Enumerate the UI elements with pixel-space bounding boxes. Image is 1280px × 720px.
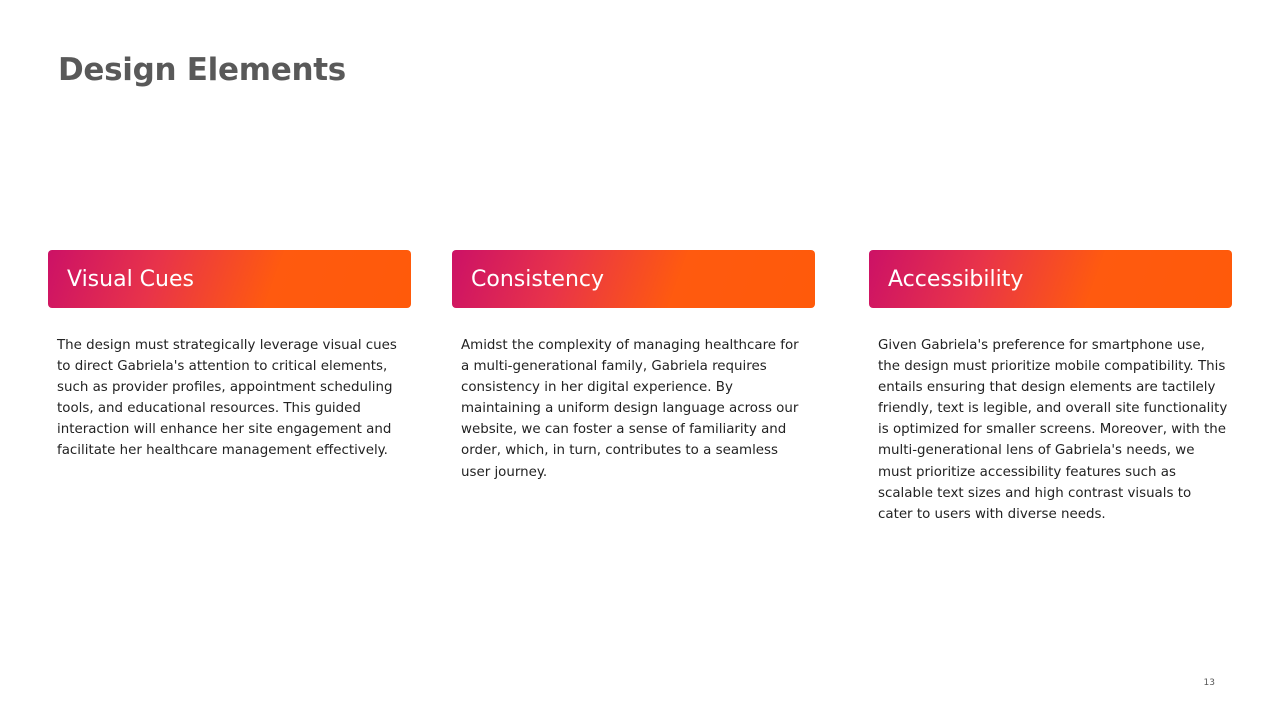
section-body-text: Amidst the complexity of managing healthcare for a multi-generational family, Gabriela requires consistency in her digital experience. By maintaining a uniform design language across our website, we can foster a sense of familiarity and order, which, in turn, contributes to a seamless user journey. <box>461 338 799 480</box>
section-heading: Visual Cues <box>67 266 194 292</box>
section-header-bar <box>869 250 1232 308</box>
design-element-accessibility <box>869 250 1232 525</box>
slide-title: Design Elements <box>58 52 346 88</box>
section-header-bar <box>452 250 815 308</box>
page-number: 13 <box>1203 678 1215 688</box>
section-heading: Consistency <box>471 266 605 292</box>
section-header-bar <box>48 250 411 308</box>
design-element-consistency <box>452 250 815 483</box>
section-body-text: The design must strategically leverage visual cues to direct Gabriela's attention to critical elements, such as provider profiles, appointment scheduling tools, and educational resources. This guided interaction will enhance her site engagement and facilitate her healthcare management effectively. <box>57 338 397 459</box>
design-element-visual-cues <box>48 250 411 462</box>
section-body-text: Given Gabriela's preference for smartphone use, the design must prioritize mobile compatibility. This entails ensuring that design elements are tactilely friendly, text is legible, and overall site functionality is optimized for smaller screens. Moreover, with the multi-generational lens of Gabriela's needs, we must prioritize accessibility features such as scalable text sizes and high contrast visuals to cater to users with diverse needs. <box>878 338 1228 522</box>
section-heading: Accessibility <box>888 266 1024 292</box>
